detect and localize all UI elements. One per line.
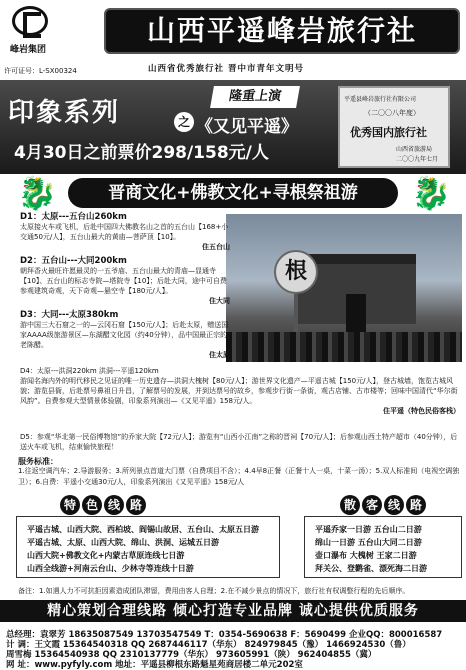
itinerary-day-1: D1：太原---五台山260km 太原接火车或飞机，后赴中国四大佛教名山之首的五台山【168+小交通50元/人】，五台山最大的黄庙—菩萨顶【10】。 住五台山 bbox=[20, 212, 230, 251]
logo-mark-icon bbox=[12, 6, 48, 36]
list-item: 平遥古城、太原、山西大院、绵山、洪洞、运城五日游 bbox=[27, 538, 219, 547]
dragon-left-icon: 🐉 bbox=[17, 174, 57, 212]
scattered-routes-box bbox=[304, 516, 462, 578]
logo-name: 峰岩集团 bbox=[10, 45, 47, 55]
list-item: 平遥古城、山西大院、西柏坡、阎锡山故居、五台山、太原五日游 bbox=[27, 525, 259, 534]
itinerary-day-5: D5：参观“华北第一民俗博物馆”的乔家大院【72元/人】；游览有“山西小江南”之称的晋祠【70元/人】；后参观山西土特产超市（40分钟），后送火车或飞机，结束愉快旅程！ bbox=[20, 433, 458, 451]
list-item: 平遥乔家一日游 五台山二日游 bbox=[315, 525, 422, 534]
premiere-ribbon: 隆重上演 bbox=[210, 86, 300, 108]
featured-routes-box bbox=[16, 516, 280, 578]
ancestral-gate-photo bbox=[226, 214, 462, 362]
plaque-issuer: 山西省旅游局 bbox=[396, 146, 433, 153]
list-item: 壶口瀑布 大槐树 王家二日游 bbox=[315, 551, 417, 560]
list-item: 山西全线游+河南云台山、少林寺等连线十日游 bbox=[27, 564, 194, 573]
service-notes: 1.往返空调汽车；2.导游服务；3.所列景点首道大门票（自费项目不含）；4.4早8正餐（正餐十人一桌，十菜一汤）；5.双人标准间（电视空调独卫）；6.自费：平遥小交通30元/人，印象系列演出《又见平遥》158元/人 bbox=[18, 467, 460, 486]
scattered-routes-title: 散 客 线 路 bbox=[340, 494, 428, 518]
company-logo bbox=[4, 4, 56, 54]
agency-title: 山西平遥峰岩旅行社 bbox=[104, 8, 460, 54]
notes-title: 服务标准： bbox=[18, 457, 58, 466]
itinerary-day-3: D3：大同---太原380km 游中国三大石窟之一的—云冈石窟【150元/人】；后赴太原，赠送国家AAAA级旅游景区—东湖醋文化园（约40分钟），品中国最正宗的老陈醋。 住太原 bbox=[20, 310, 230, 359]
permit-number: 许可证号：L-SX00324 bbox=[4, 67, 77, 75]
ticket-price: 4月30日之前票价298/158元/人 bbox=[14, 143, 269, 163]
honors-line: 山西省优秀旅行社 晋中市青年文明号 bbox=[148, 64, 304, 74]
series-title: 印象系列 bbox=[8, 98, 121, 128]
featured-routes-title: 特 色 线 路 bbox=[60, 494, 148, 518]
list-item: 绵山一日游 五台山大同二日游 bbox=[315, 538, 422, 547]
contact-planner-1: 计 调：王文霞 15364540318 QQ 2687446117（华东） 824979845（豫） 1466924530（鲁） bbox=[6, 640, 411, 650]
plaque-year: （二〇〇八年度） bbox=[364, 109, 420, 117]
contact-manager: 总经理：袁翠芳 18635087549 13703547549 T：0354-5690638 F：5690499 企业QQ：800016587 bbox=[6, 630, 443, 640]
itinerary-day-2: D2：五台山---大同200km 朝拜香火最旺许愿最灵的一五爷庙、五台山最大的青庙—显通寺【10】、五台山的标志寺院—塔院寺【10】；后赴大同，途中可自费参观建筑奇观，天下奇观—悬空寺【180元/人】。 住大同 bbox=[20, 256, 230, 305]
theme-bar: 晋商文化+佛教文化+寻根祭祖游 bbox=[68, 178, 398, 208]
remark: 备注：1.如遇人力不可抗拒因素造成团队滞留，费用由客人自理；2.在不减少景点的情况下，旅行社有权调整行程的先后顺序。 bbox=[18, 587, 410, 595]
root-sign: 根 bbox=[274, 250, 318, 294]
list-item: 拜关公、登鹳雀、漂死海二日游 bbox=[315, 564, 427, 573]
dragon-right-icon: 🐉 bbox=[411, 174, 451, 212]
slogan-bar: 精心策划合理线路 倾心打造专业品牌 诚心提供优质服务 bbox=[0, 600, 466, 622]
itinerary-day-4: D4：太原---洪洞220km 洪洞---平遥120km 游闻名海内外的明代移民之见证的唯一历史遗存—洪洞大槐树【80元/人】；游世界文化遗产—平遥古城【150元/人】，登古城墙，饱览古城风貌；游览县衙，后赴票号鼻祖日升昌，了解票号的发展，并到达票号的故乡，参观步行街一条街，观古店铺、古市楼等；回味中国清代“华尔街风韵”。自费参观大型情景体验剧，印象系列演出—《又见平遥》158元/人。 住平遥（特色民俗客栈） bbox=[20, 367, 460, 415]
contact-web-address: 网 址：www.pyfyly.com 地址：平遥县柳根东路魁星苑商居楼二单元202室 bbox=[6, 660, 303, 670]
plaque-company: 平遥县峰岩旅行社有限公司 bbox=[344, 96, 417, 103]
list-item: 山西大院+佛教文化+内蒙古草原连线七日游 bbox=[27, 551, 185, 560]
plaque-date: 二〇〇九年七月 bbox=[396, 156, 439, 163]
show-title: 《又见平遥》 bbox=[196, 117, 298, 137]
plaque-award: 优秀国内旅行社 bbox=[350, 126, 427, 139]
zhi-badge: 之 bbox=[174, 112, 194, 132]
contact-planner-2: 周雪梅 15364540938 QQ 2310137779（华东） 973605991（陕） 962404855（冀） bbox=[6, 650, 377, 660]
award-plaque bbox=[338, 86, 450, 168]
